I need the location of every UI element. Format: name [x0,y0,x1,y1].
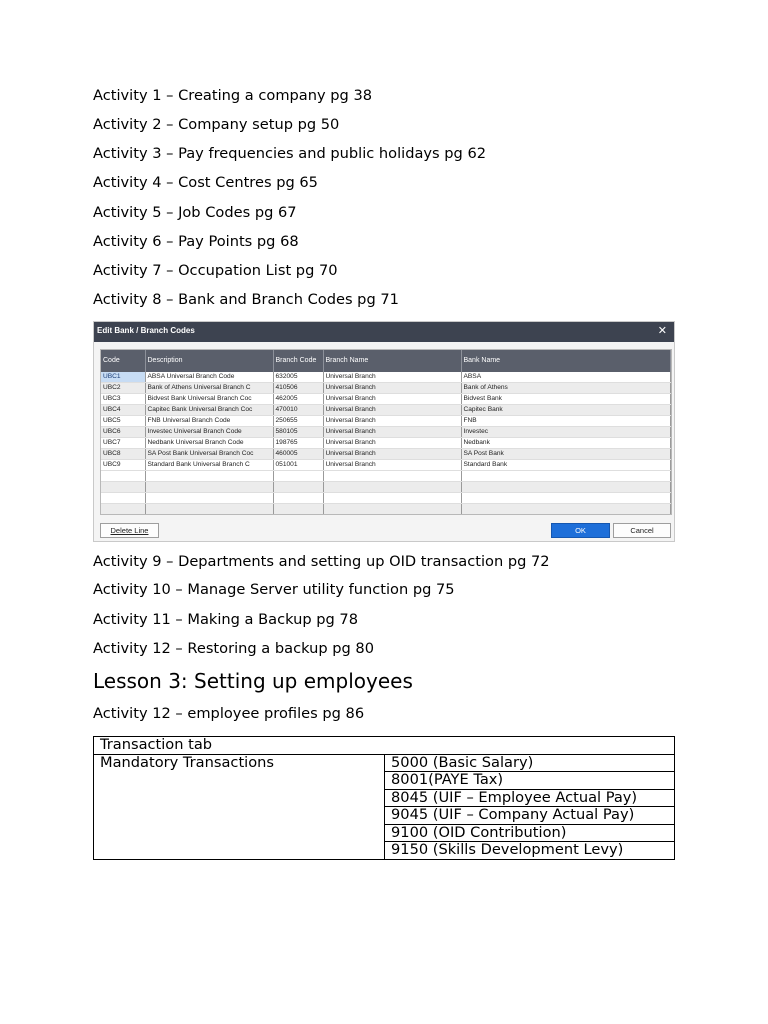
empty-row[interactable] [101,504,671,515]
transaction-code: 8001(PAYE Tax) [385,772,675,790]
cell-bank-name[interactable]: ABSA [461,372,671,383]
empty-row[interactable] [101,471,671,482]
table-row[interactable] [101,427,671,438]
cell-description[interactable]: ABSA Universal Branch Code [145,372,273,383]
cell-branch-name[interactable]: Universal Branch [323,427,461,438]
activity-item: Activity 9 – Departments and setting up OID transaction pg 72 [93,553,550,570]
cell-bank-name[interactable]: Nedbank [461,438,671,449]
dialog-titlebar [94,322,674,342]
activity-item: Activity 10 – Manage Server utility function pg 75 [93,581,455,598]
cell-description[interactable]: Standard Bank Universal Branch C [145,460,273,471]
empty-row[interactable] [101,493,671,504]
cell-branch-name[interactable]: Universal Branch [323,405,461,416]
cell-branch-code[interactable]: 580105 [273,427,323,438]
cell-bank-name[interactable]: Standard Bank [461,460,671,471]
cell-description[interactable]: FNB Universal Branch Code [145,416,273,427]
cell-code[interactable]: UBC6 [101,427,145,438]
close-icon[interactable]: ✕ [657,325,667,337]
cell-bank-name[interactable]: Bidvest Bank [461,394,671,405]
cell-code[interactable]: UBC3 [101,394,145,405]
cell-branch-name[interactable]: Universal Branch [323,394,461,405]
cell-branch-code[interactable]: 470010 [273,405,323,416]
column-header-branch-name[interactable]: Branch Name [323,350,461,372]
activity-item: Activity 8 – Bank and Branch Codes pg 71 [93,291,399,308]
transaction-code: 8045 (UIF – Employee Actual Pay) [385,789,675,807]
cell-branch-code[interactable]: 198765 [273,438,323,449]
cell-description[interactable]: SA Post Bank Universal Branch Coc [145,449,273,460]
edit-bank-branch-codes-dialog [93,321,675,542]
cell-branch-code[interactable]: 410506 [273,383,323,394]
cell-description[interactable]: Capitec Bank Universal Branch Coc [145,405,273,416]
cell-branch-code[interactable]: 462005 [273,394,323,405]
cell-branch-name[interactable]: Universal Branch [323,416,461,427]
activity-item: Activity 2 – Company setup pg 50 [93,116,340,133]
table-row[interactable] [101,460,671,471]
transaction-code: 9150 (Skills Development Levy) [385,842,675,860]
column-header-code[interactable]: Code [101,350,145,372]
cell-description[interactable]: Bidvest Bank Universal Branch Coc [145,394,273,405]
cell-code[interactable]: UBC8 [101,449,145,460]
cell-branch-name[interactable]: Universal Branch [323,460,461,471]
cell-description[interactable]: Nedbank Universal Branch Code [145,438,273,449]
cell-description[interactable]: Investec Universal Branch Code [145,427,273,438]
delete-line-button[interactable]: Delete Line [100,523,159,538]
empty-row[interactable] [101,482,671,493]
lesson-heading: Lesson 3: Setting up employees [93,669,413,693]
cell-bank-name[interactable]: Investec [461,427,671,438]
transaction-code: 9100 (OID Contribution) [385,824,675,842]
column-header-bank-name[interactable]: Bank Name [461,350,671,372]
transaction-code: 9045 (UIF – Company Actual Pay) [385,807,675,825]
activity-item: Activity 3 – Pay frequencies and public holidays pg 62 [93,145,487,162]
activity-item: Activity 12 – Restoring a backup pg 80 [93,640,374,657]
cell-branch-code[interactable]: 250655 [273,416,323,427]
activity-item: Activity 5 – Job Codes pg 67 [93,204,297,221]
table-row[interactable] [101,438,671,449]
cancel-button[interactable]: Cancel [613,523,671,538]
cell-code[interactable]: UBC9 [101,460,145,471]
dialog-title: Edit Bank / Branch Codes [97,326,195,335]
cell-branch-name[interactable]: Universal Branch [323,372,461,383]
cell-code[interactable]: UBC1 [101,372,145,383]
table-row[interactable] [101,416,671,427]
cell-code[interactable]: UBC5 [101,416,145,427]
table-row[interactable] [101,405,671,416]
cell-description[interactable]: Bank of Athens Universal Branch C [145,383,273,394]
cell-branch-code[interactable]: 051001 [273,460,323,471]
table-row[interactable] [101,449,671,460]
mandatory-transactions-label: Mandatory Transactions [94,754,385,859]
activity-item: Activity 7 – Occupation List pg 70 [93,262,338,279]
cell-branch-name[interactable]: Universal Branch [323,438,461,449]
activity-item: Activity 12 – employee profiles pg 86 [93,705,365,722]
transaction-table [93,736,675,860]
table-row[interactable] [101,372,671,383]
ok-button[interactable]: OK [551,523,610,538]
cell-code[interactable]: UBC4 [101,405,145,416]
cell-code[interactable]: UBC7 [101,438,145,449]
column-header-branch-code[interactable]: Branch Code [273,350,323,372]
cell-bank-name[interactable]: SA Post Bank [461,449,671,460]
cell-code[interactable]: UBC2 [101,383,145,394]
cell-branch-code[interactable]: 460005 [273,449,323,460]
cell-branch-name[interactable]: Universal Branch [323,449,461,460]
cell-bank-name[interactable]: FNB [461,416,671,427]
empty-row[interactable] [101,515,671,516]
cell-bank-name[interactable]: Bank of Athens [461,383,671,394]
transaction-code: 5000 (Basic Salary) [385,754,675,772]
activity-item: Activity 6 – Pay Points pg 68 [93,233,299,250]
activity-item: Activity 1 – Creating a company pg 38 [93,87,373,104]
transaction-tab-header: Transaction tab [94,737,675,755]
table-row[interactable] [101,394,671,405]
grid-header-row [101,350,671,372]
bank-branch-grid [100,349,672,515]
column-header-description[interactable]: Description [145,350,273,372]
cell-bank-name[interactable]: Capitec Bank [461,405,671,416]
table-row[interactable] [101,383,671,394]
activity-item: Activity 4 – Cost Centres pg 65 [93,174,318,191]
cell-branch-name[interactable]: Universal Branch [323,383,461,394]
cell-branch-code[interactable]: 632005 [273,372,323,383]
activity-item: Activity 11 – Making a Backup pg 78 [93,611,359,628]
